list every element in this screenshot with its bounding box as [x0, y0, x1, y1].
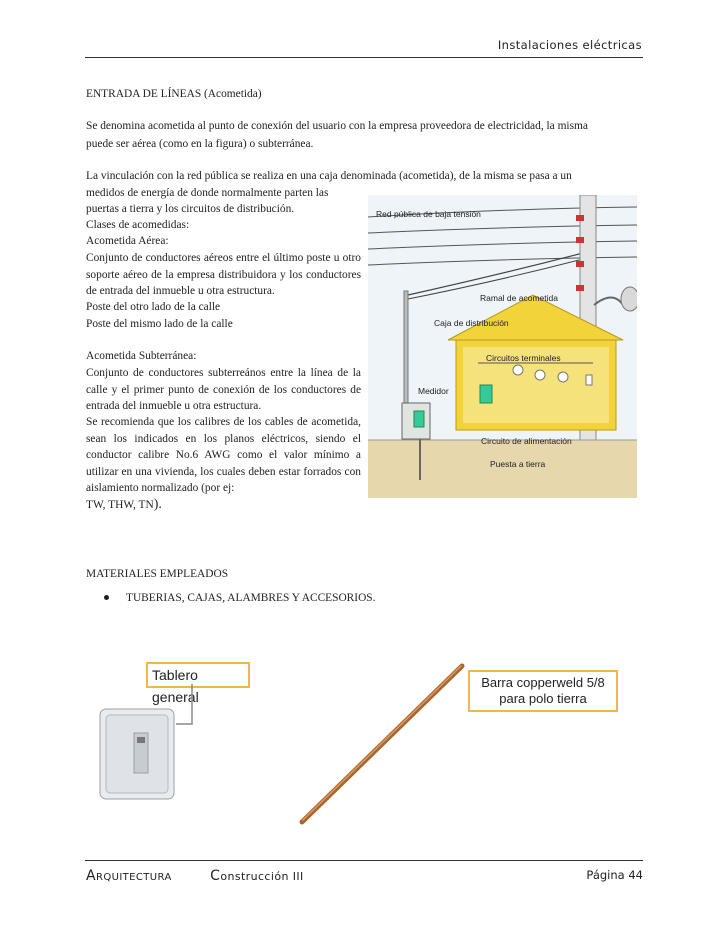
section-title-materiales: MATERIALES EMPLEADOS [86, 568, 229, 580]
page-number: Página 44 [586, 868, 643, 882]
barra-copperweld-image [294, 660, 470, 830]
recommendation-text: Se recomienda que los calibres de los cables de acometida, sean los indicados en los planos eléctricos, siendo el conductor calibre No.6 AWG como el valor mínimo a utilizar en una vivienda, los cuales deben estar forrados con aislamiento normalizado (por ej: [86, 416, 361, 495]
footer-rule [85, 860, 643, 861]
classes-label: Clases de acomedidas: [86, 219, 190, 231]
bullet-dot [104, 595, 109, 600]
aerea-description: Conjunto de conductores aéreos entre el último poste u otro soporte aéreo de la empresa distribuidora y los conductores de entrada del inmueble u otra estructura. [86, 252, 361, 298]
recommendation-end [86, 497, 162, 514]
label-ramal: Ramal de acometida [480, 293, 558, 303]
acometida-diagram [368, 195, 637, 498]
label-medidor: Medidor [418, 386, 449, 396]
intro-line-2: puede ser aérea (como en la figura) o subterránea. [86, 138, 314, 150]
barra-callout [468, 670, 618, 712]
poste-mismo-lado: Poste del mismo lado de la calle [86, 318, 233, 330]
materials-bullet-item: TUBERIAS, CAJAS, ALAMBRES Y ACCESORIOS. [126, 592, 376, 604]
barra-label-line2: para polo tierra [499, 691, 587, 706]
label-red-publica: Red pública de baja tensión [376, 209, 481, 219]
label-caja: Caja de distribución [434, 318, 509, 328]
paragraph-line-2: medidos de energía de donde normalmente parten las [86, 187, 329, 199]
label-puesta-tierra: Puesta a tierra [490, 459, 546, 469]
aerea-label: Acometida Aérea: [86, 235, 169, 247]
barra-label-line1: Barra copperweld 5/8 [481, 675, 605, 690]
footer-a-rest: RQUITECTURA [95, 872, 172, 883]
running-header: Instalaciones eléctricas [497, 38, 642, 52]
section-title-acometida: ENTRADA DE LÍNEAS (Acometida) [86, 88, 262, 100]
footer-c-rest: onstrucción III [220, 870, 304, 883]
poste-otro-lado: Poste del otro lado de la calle [86, 301, 221, 313]
paragraph-line-3: puertas a tierra y los circuitos de distribución. [86, 203, 295, 215]
paragraph-line-1: La vinculación con la red pública se realiza en una caja denominada (acometida), de la misma se pasa a un [86, 170, 572, 182]
tablero-connector [176, 684, 206, 734]
tablero-image [96, 707, 178, 802]
intro-line-1: Se denomina acometida al punto de conexión del usuario con la empresa proveedora de electricidad, la misma [86, 120, 588, 132]
acometida-illustration [368, 195, 637, 498]
label-circuitos-terminales: Circuitos terminales [486, 353, 561, 363]
subterranea-description: Conjunto de conductores subterreános entre la línea de la calle y el primer punto de conexión de los conductores de entrada del inmueble u otra estructura. [86, 367, 361, 413]
footer-course [86, 868, 304, 884]
cable-types: TW, THW, TN [86, 499, 154, 511]
footer-c-cap: C [210, 868, 221, 884]
subterranea-label: Acometida Subterránea: [86, 350, 197, 362]
closing-paren: ). [153, 497, 162, 512]
label-circuito-alimentacion: Circuito de alimentación [481, 436, 572, 446]
tablero-label: Tablero general [152, 667, 199, 705]
footer-a-cap: A [86, 868, 96, 884]
header-rule [85, 57, 643, 58]
